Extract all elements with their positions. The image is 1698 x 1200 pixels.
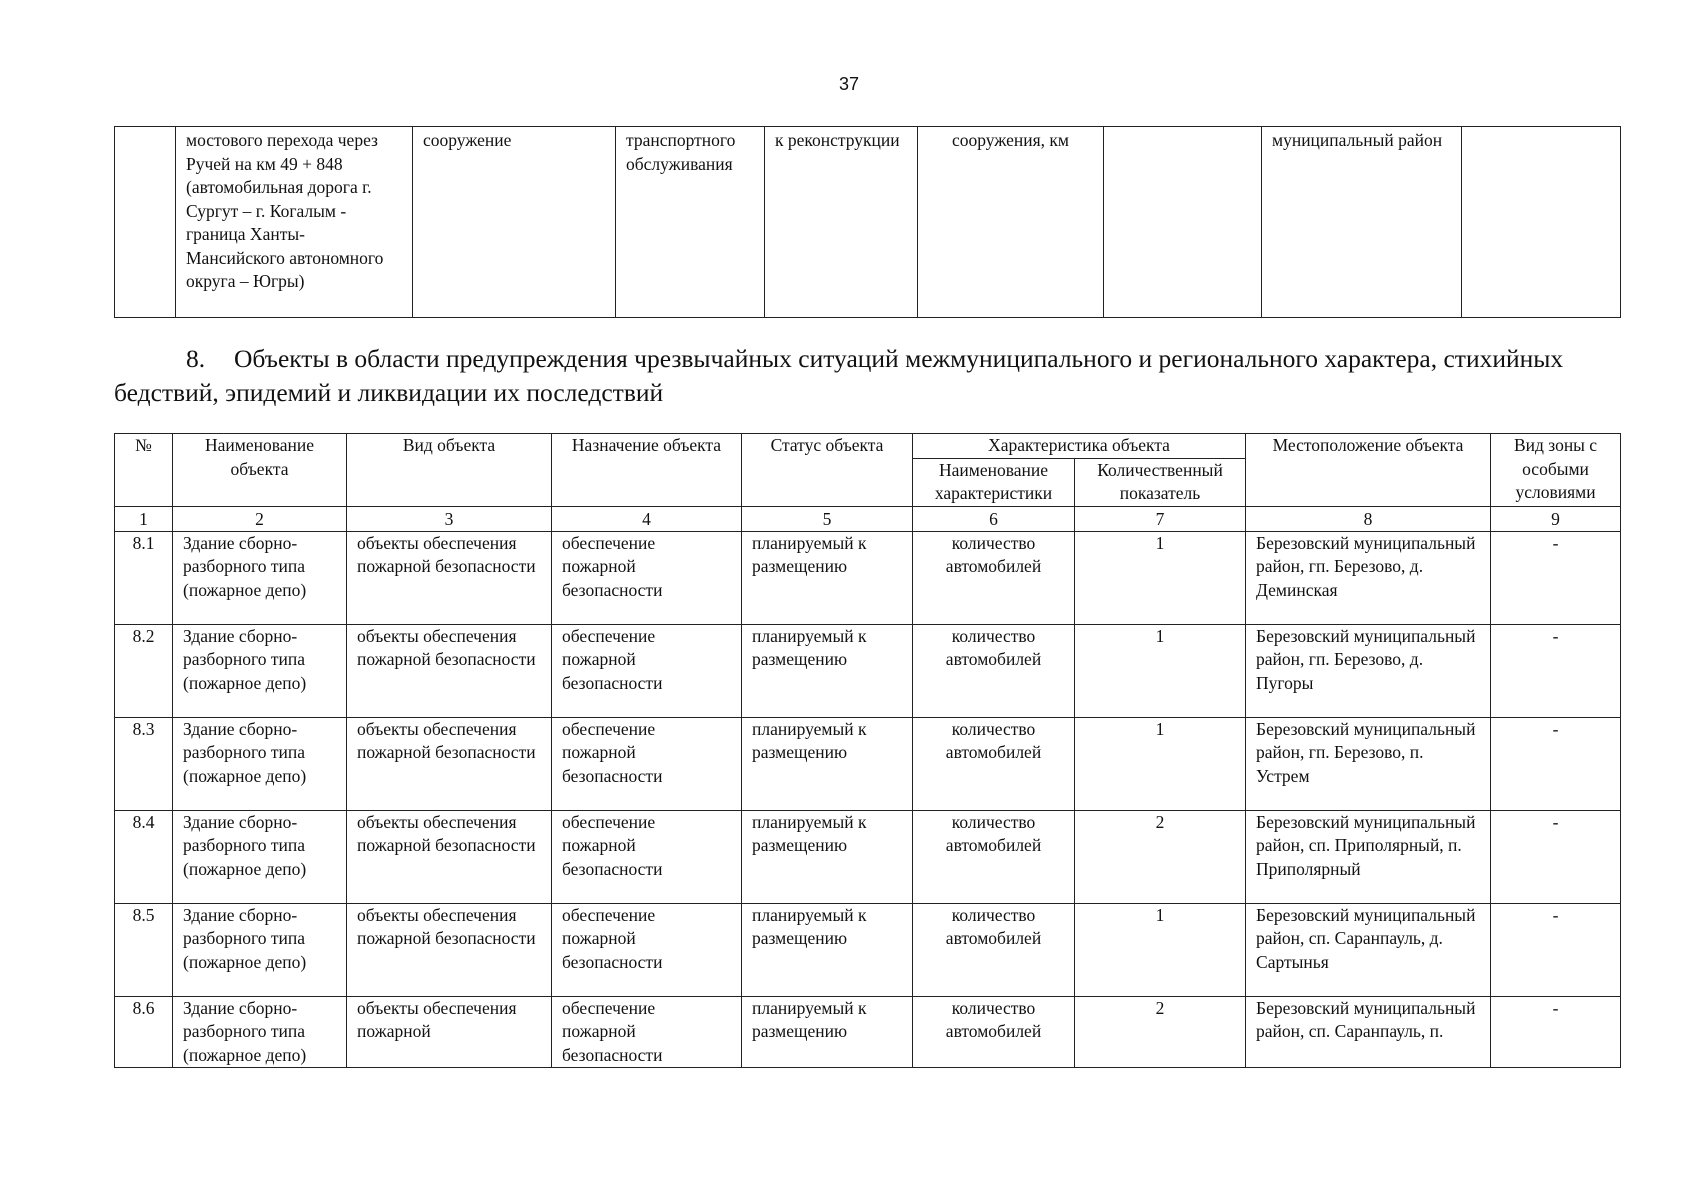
table-row [115, 624, 1621, 717]
row-number: 8.2 [115, 624, 173, 717]
table-row [115, 810, 1621, 903]
column-number: 5 [742, 506, 913, 531]
zone-cell: - [1491, 717, 1621, 810]
object-status-cell: планируемый к размещению [742, 717, 913, 810]
location-cell: Березовский муниципальный район, сп. Саранпауль, п. [1246, 996, 1491, 1068]
object-purpose-cell: обеспечение пожарной безопасности [552, 624, 742, 717]
row-number: 8.4 [115, 810, 173, 903]
column-number: 9 [1491, 506, 1621, 531]
table-row [115, 717, 1621, 810]
table-cell [115, 127, 176, 318]
object-name-cell: Здание сборно-разборного типа (пожарное депо) [173, 996, 347, 1068]
column-number: 4 [552, 506, 742, 531]
object-name-cell: мостового перехода через Ручей на км 49 + 848 (автомобильная дорога г. Сургут – г. Когалым - граница Ханты-Мансийского автономного округа – Югры) [176, 127, 413, 318]
header-char-value: Количественный показатель [1075, 458, 1246, 506]
characteristic-value-cell: 1 [1075, 531, 1246, 624]
characteristic-name-cell: количество автомобилей [913, 624, 1075, 717]
zone-cell: - [1491, 531, 1621, 624]
object-type-cell: объекты обеспечения пожарной безопасности [347, 531, 552, 624]
object-status-cell: к реконструкции [765, 127, 918, 318]
row-number: 8.3 [115, 717, 173, 810]
characteristic-value-cell: 2 [1075, 996, 1246, 1068]
object-name-cell: Здание сборно-разборного типа (пожарное депо) [173, 903, 347, 996]
characteristic-value-cell: 1 [1075, 624, 1246, 717]
object-name-cell: Здание сборно-разборного типа (пожарное депо) [173, 810, 347, 903]
header-purpose: Назначение объекта [552, 434, 742, 507]
location-cell: муниципальный район [1262, 127, 1462, 318]
object-name-cell: Здание сборно-разборного типа (пожарное депо) [173, 717, 347, 810]
object-name-cell: Здание сборно-разборного типа (пожарное депо) [173, 624, 347, 717]
column-number: 6 [913, 506, 1075, 531]
section-title: Объекты в области предупреждения чрезвычайных ситуаций межмуниципального и регионального характера, стихийных бедствий, эпидемий и ликвидации их последствий [114, 344, 1564, 407]
object-purpose-cell: транспортного обслуживания [616, 127, 765, 318]
object-purpose-cell: обеспечение пожарной безопасности [552, 996, 742, 1068]
object-type-cell: объекты обеспечения пожарной безопасности [347, 810, 552, 903]
column-number: 1 [115, 506, 173, 531]
location-cell: Березовский муниципальный район, сп. Приполярный, п. Приполярный [1246, 810, 1491, 903]
characteristic-name-cell: количество автомобилей [913, 717, 1075, 810]
zone-cell: - [1491, 903, 1621, 996]
object-type-cell: объекты обеспечения пожарной [347, 996, 552, 1068]
location-cell: Березовский муниципальный район, гп. Березово, п. Устрем [1246, 717, 1491, 810]
object-purpose-cell: обеспечение пожарной безопасности [552, 810, 742, 903]
header-char-name: Наименование характеристики [913, 458, 1075, 506]
object-purpose-cell: обеспечение пожарной безопасности [552, 531, 742, 624]
object-purpose-cell: обеспечение пожарной безопасности [552, 903, 742, 996]
characteristic-value-cell: 1 [1075, 903, 1246, 996]
header-name: Наименование объекта [173, 434, 347, 507]
header-zone: Вид зоны с особыми условиями [1491, 434, 1621, 507]
object-status-cell: планируемый к размещению [742, 996, 913, 1068]
row-number: 8.6 [115, 996, 173, 1068]
section-number: 8. [186, 344, 206, 373]
object-purpose-cell: обеспечение пожарной безопасности [552, 717, 742, 810]
characteristic-value-cell: 2 [1075, 810, 1246, 903]
page-number: 37 [838, 74, 860, 94]
row-number: 8.5 [115, 903, 173, 996]
object-name-cell: Здание сборно-разборного типа (пожарное депо) [173, 531, 347, 624]
characteristic-name-cell: количество автомобилей [913, 810, 1075, 903]
header-characteristic: Характеристика объекта [913, 434, 1246, 459]
column-number: 2 [173, 506, 347, 531]
object-status-cell: планируемый к размещению [742, 531, 913, 624]
object-status-cell: планируемый к размещению [742, 624, 913, 717]
location-cell: Березовский муниципальный район, гп. Березово, д. Деминская [1246, 531, 1491, 624]
column-number: 3 [347, 506, 552, 531]
column-number: 8 [1246, 506, 1491, 531]
header-status: Статус объекта [742, 434, 913, 507]
location-cell: Березовский муниципальный район, гп. Березово, д. Пугоры [1246, 624, 1491, 717]
characteristic-value-cell [1104, 127, 1262, 318]
table-row [115, 996, 1621, 1068]
table-row [115, 903, 1621, 996]
section-heading [114, 342, 1620, 410]
column-number: 7 [1075, 506, 1246, 531]
header-type: Вид объекта [347, 434, 552, 507]
characteristic-value-cell: 1 [1075, 717, 1246, 810]
table-row [115, 531, 1621, 624]
object-status-cell: планируемый к размещению [742, 810, 913, 903]
characteristic-name-cell: количество автомобилей [913, 996, 1075, 1068]
header-location: Местоположение объекта [1246, 434, 1491, 507]
objects-table [114, 433, 1621, 1068]
continuation-table [114, 126, 1621, 318]
object-type-cell: объекты обеспечения пожарной безопасности [347, 624, 552, 717]
header-row [115, 434, 1621, 459]
characteristic-name-cell: количество автомобилей [913, 903, 1075, 996]
column-number-row [115, 506, 1621, 531]
location-cell: Березовский муниципальный район, сп. Саранпауль, д. Сартынья [1246, 903, 1491, 996]
header-num: № [115, 434, 173, 507]
zone-cell: - [1491, 624, 1621, 717]
object-status-cell: планируемый к размещению [742, 903, 913, 996]
characteristic-name-cell: количество автомобилей [913, 531, 1075, 624]
zone-cell: - [1491, 996, 1621, 1068]
object-type-cell: объекты обеспечения пожарной безопасности [347, 903, 552, 996]
table-row [115, 127, 1621, 318]
zone-cell: - [1491, 810, 1621, 903]
object-type-cell: объекты обеспечения пожарной безопасности [347, 717, 552, 810]
row-number: 8.1 [115, 531, 173, 624]
zone-cell [1462, 127, 1621, 318]
characteristic-name-cell: сооружения, км [918, 127, 1104, 318]
object-type-cell: сооружение [413, 127, 616, 318]
